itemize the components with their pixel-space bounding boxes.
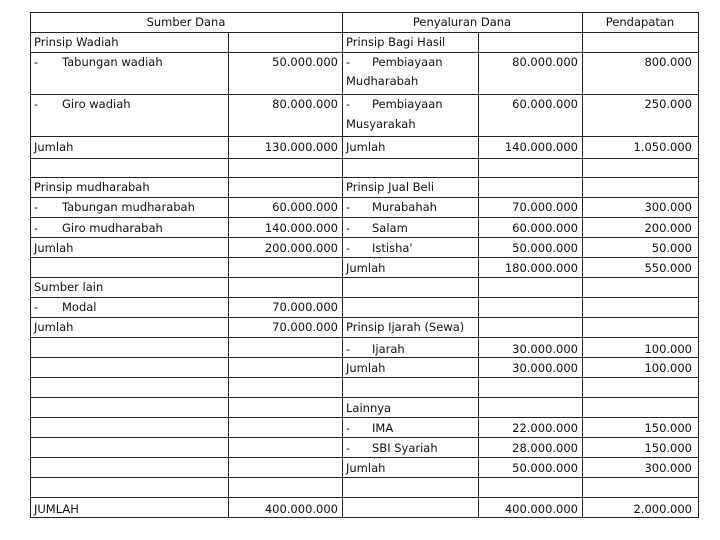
- istishna-amount: 50.000.000: [512, 241, 578, 255]
- ima-amount: 22.000.000: [512, 421, 578, 435]
- istishna-label: Istisha': [372, 241, 413, 255]
- lainnya-income-total: 300.000: [644, 461, 692, 475]
- grid-row-line: [30, 197, 699, 198]
- musyarakah-financing-label: Musyarakah: [346, 117, 416, 131]
- dash: -: [346, 421, 351, 435]
- pembiayaan-label: Pembiayaan: [372, 97, 443, 111]
- lainnya-total-label: Jumlah: [346, 461, 386, 475]
- grid-row-line: [30, 337, 699, 338]
- lainnya-title: Lainnya: [346, 401, 392, 415]
- salam-label: Salam: [372, 221, 408, 235]
- grid-row-line: [30, 477, 699, 478]
- dash: -: [34, 300, 39, 314]
- grid-row-line: [30, 158, 699, 159]
- wadiah-title: Prinsip Wadiah: [34, 35, 119, 49]
- lain-total-label: Jumlah: [34, 320, 74, 334]
- mudharabah-total: 200.000.000: [264, 241, 338, 255]
- income-grand-total: 2.000.000: [633, 502, 692, 516]
- grid-row-line: [30, 32, 699, 33]
- header-sources: Sumber Dana: [146, 15, 226, 29]
- grid-col-line: [342, 12, 343, 518]
- grid-row-line: [30, 437, 699, 438]
- grid-row-line: [30, 94, 699, 95]
- grid-row-line: [30, 297, 699, 298]
- sources-grand-total: 400.000.000: [264, 502, 338, 516]
- grand-total-label: JUMLAH: [34, 502, 79, 516]
- ima-income: 150.000: [644, 421, 692, 435]
- lain-total: 70.000.000: [272, 320, 338, 334]
- ijarah-total: 30.000.000: [512, 361, 578, 375]
- ijarah-amount: 30.000.000: [512, 342, 578, 356]
- grid-row-line: [30, 237, 699, 238]
- mudharabah-total-label: Jumlah: [34, 241, 74, 255]
- ijarah-income: 100.000: [644, 342, 692, 356]
- ijarah-total-label: Jumlah: [346, 361, 386, 375]
- grid-row-line: [30, 317, 699, 318]
- grid-row-line: [30, 52, 699, 53]
- ijarah-label: Ijarah: [372, 342, 405, 356]
- dash: -: [346, 241, 351, 255]
- grid-row-line: [30, 217, 699, 218]
- grid-row-line: [30, 357, 699, 358]
- pembiayaan-label: Pembiayaan: [372, 55, 443, 69]
- grid-row-line: [30, 12, 699, 13]
- bagi-hasil-title: Prinsip Bagi Hasil: [346, 35, 446, 49]
- salam-amount: 60.000.000: [512, 221, 578, 235]
- ijarah-income-total: 100.000: [644, 361, 692, 375]
- giro-mudharabah-label: Giro mudharabah: [62, 221, 163, 235]
- ima-label: IMA: [372, 421, 394, 435]
- mudharabah-title: Prinsip mudharabah: [34, 180, 150, 194]
- bagi-hasil-total: 140.000.000: [504, 140, 578, 154]
- modal-amount: 70.000.000: [272, 300, 338, 314]
- murabahah-amount: 70.000.000: [512, 200, 578, 214]
- giro-mudharabah-amount: 140.000.000: [264, 221, 338, 235]
- jual-beli-income-total: 550.000: [644, 261, 692, 275]
- istishna-income: 50.000: [651, 241, 692, 255]
- giro-wadiah-label: Giro wadiah: [62, 97, 131, 111]
- dash: -: [346, 97, 351, 111]
- dash: -: [346, 55, 351, 69]
- sumber-lain-title: Sumber lain: [34, 280, 104, 294]
- grid-row-line: [30, 417, 699, 418]
- grid-row-line: [30, 497, 699, 498]
- dash: -: [346, 342, 351, 356]
- musyarakah-financing-income: 250.000: [644, 97, 692, 111]
- tabungan-wadiah-amount: 50.000.000: [272, 55, 338, 69]
- sbi-syariah-amount: 28.000.000: [512, 441, 578, 455]
- dash: -: [34, 97, 39, 111]
- dash: -: [346, 221, 351, 235]
- grid-row-line: [30, 397, 699, 398]
- grid-row-line: [30, 257, 699, 258]
- wadiah-total: 130.000.000: [264, 140, 338, 154]
- dash: -: [34, 221, 39, 235]
- mudharabah-financing-amount: 80.000.000: [512, 55, 578, 69]
- dash: -: [34, 55, 39, 69]
- grid-row-line: [30, 517, 699, 518]
- sbi-syariah-label: SBI Syariah: [372, 441, 438, 455]
- jual-beli-total: 180.000.000: [504, 261, 578, 275]
- grid-row-line: [30, 277, 699, 278]
- tabungan-mudharabah-label: Tabungan mudharabah: [62, 200, 195, 214]
- dash: -: [346, 441, 351, 455]
- murabahah-income: 300.000: [644, 200, 692, 214]
- salam-income: 200.000: [644, 221, 692, 235]
- mudharabah-financing-label: Mudharabah: [346, 74, 419, 88]
- grid-row-line: [30, 457, 699, 458]
- uses-grand-total: 400.000.000: [504, 502, 578, 516]
- musyarakah-financing-amount: 60.000.000: [512, 97, 578, 111]
- giro-wadiah-amount: 80.000.000: [272, 97, 338, 111]
- jual-beli-total-label: Jumlah: [346, 261, 386, 275]
- grid-row-line: [30, 177, 699, 178]
- mudharabah-financing-income: 800.000: [644, 55, 692, 69]
- ijarah-title: Prinsip Ijarah (Sewa): [346, 320, 465, 334]
- header-uses: Penyaluran Dana: [412, 15, 512, 29]
- bagi-hasil-total-label: Jumlah: [346, 140, 386, 154]
- header-income: Pendapatan: [605, 15, 675, 29]
- dash: -: [34, 200, 39, 214]
- dash: -: [346, 200, 351, 214]
- jual-beli-title: Prinsip Jual Beli: [346, 180, 435, 194]
- wadiah-total-label: Jumlah: [34, 140, 74, 154]
- modal-label: Modal: [62, 300, 97, 314]
- grid-col-line: [30, 12, 31, 518]
- bagi-hasil-income-total: 1.050.000: [633, 140, 692, 154]
- murabahah-label: Murabahah: [372, 200, 437, 214]
- grid-col-line: [698, 12, 699, 518]
- sbi-syariah-income: 150.000: [644, 441, 692, 455]
- lainnya-total: 50.000.000: [512, 461, 578, 475]
- tabungan-wadiah-label: Tabungan wadiah: [62, 55, 163, 69]
- grid-row-line: [30, 377, 699, 378]
- grid-row-line: [30, 136, 699, 137]
- tabungan-mudharabah-amount: 60.000.000: [272, 200, 338, 214]
